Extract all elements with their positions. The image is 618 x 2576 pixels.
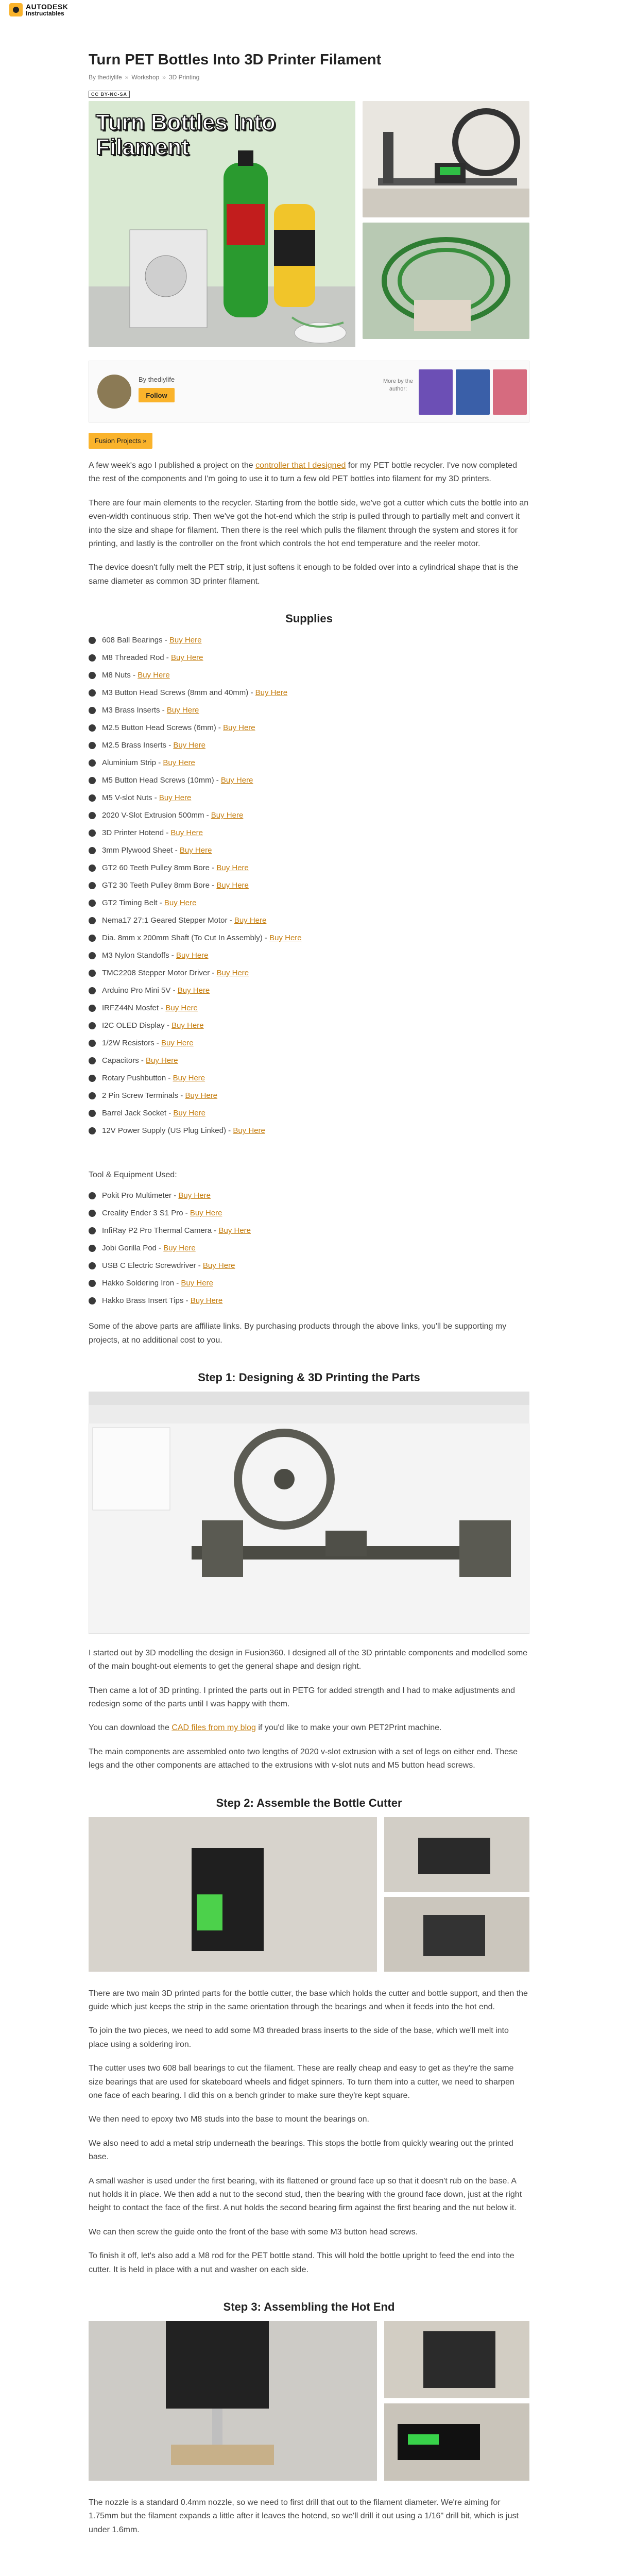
gallery-thumb-2[interactable] [363, 223, 529, 339]
separator: - [164, 1021, 172, 1030]
breadcrumb-sep-2: » [162, 74, 166, 81]
separator: - [156, 1244, 164, 1253]
bullet-icon [89, 1227, 96, 1234]
buy-here-link[interactable]: Buy Here [164, 899, 197, 908]
separator: - [164, 828, 171, 838]
separator: - [174, 1279, 181, 1288]
supplies-item-label: Barrel Jack Socket [102, 1109, 167, 1118]
breadcrumb-3d-printing[interactable]: 3D Printing [168, 74, 200, 81]
supplies-item-label: Rotary Pushbutton [102, 1074, 166, 1083]
more-by-thumb-1[interactable] [419, 369, 453, 415]
supplies-item [89, 877, 529, 894]
step2-paragraph: There are two main 3D printed parts for the bottle cutter, the base which holds the cutter and bottle support, and then the guide which just keeps the strip in the same orientation through the bearings and when it feeds into the hot end. [89, 1989, 528, 2012]
bullet-icon [89, 1075, 96, 1082]
tools-item [89, 1292, 529, 1310]
separator: - [154, 1039, 162, 1048]
bullet-icon [89, 1005, 96, 1012]
supplies-item [89, 684, 529, 702]
separator: - [164, 653, 171, 663]
cutter-photos [89, 1817, 529, 1972]
buy-here-link[interactable]: Buy Here [233, 1126, 265, 1136]
buy-here-link[interactable]: Buy Here [171, 1021, 204, 1030]
bullet-icon [89, 812, 96, 819]
buy-here-link[interactable]: Buy Here [163, 758, 195, 768]
separator: - [227, 916, 234, 925]
buy-here-link[interactable]: Buy Here [185, 1091, 217, 1100]
supplies-item [89, 789, 529, 807]
supplies-item-label: M3 Brass Inserts [102, 706, 160, 715]
buy-here-link[interactable]: Buy Here [173, 1109, 205, 1118]
step2-images [89, 1817, 529, 1977]
tools-item [89, 1205, 529, 1222]
bullet-icon [89, 654, 96, 662]
separator: - [226, 1126, 233, 1136]
tools-item [89, 1222, 529, 1240]
separator: - [196, 1261, 203, 1270]
supplies-item [89, 807, 529, 824]
logo-line1: AUTODESK [26, 3, 68, 11]
image-gallery [89, 101, 529, 353]
separator: - [212, 1226, 219, 1235]
bullet-icon [89, 882, 96, 889]
separator: - [178, 1091, 185, 1100]
supplies-item [89, 667, 529, 684]
tools-item-label: Hakko Brass Insert Tips [102, 1296, 184, 1306]
buy-here-link[interactable]: Buy Here [234, 916, 267, 925]
separator: - [152, 793, 159, 803]
supplies-item-label: Arduino Pro Mini 5V [102, 986, 171, 995]
supplies-item-label: M2.5 Brass Inserts [102, 741, 167, 750]
supplies-item-label: TMC2208 Stepper Motor Driver [102, 969, 210, 978]
tools-item-label: Hakko Soldering Iron [102, 1279, 175, 1288]
step2-paragraph: To finish it off, let's also add a M8 rod for the PET bottle stand. This will hold the bottle upright to feed the end into the cutter. It is held in place with a nut and washer on each side. [89, 2251, 514, 2274]
supplies-item-label: GT2 30 Teeth Pulley 8mm Bore [102, 881, 210, 890]
instructables-logo-icon [9, 3, 23, 16]
hero-image[interactable] [89, 101, 355, 347]
supplies-item [89, 964, 529, 982]
supplies-item-label: 3mm Plywood Sheet [102, 846, 173, 855]
intro-p1-post: for my PET bottle recycler. I've now completed the rest of the components and I'm going to use it to turn a few old PET bottles into filament for my 3D printers. [89, 461, 518, 484]
supplies-item-label: 12V Power Supply (US Plug Linked) [102, 1126, 226, 1136]
tools-item-label: Jobi Gorilla Pod [102, 1244, 157, 1253]
supplies-item [89, 772, 529, 789]
supplies-item-label: 3D Printer Hotend [102, 828, 164, 838]
buy-here-link[interactable]: Buy Here [173, 741, 205, 750]
supplies-item-label: 608 Ball Bearings [102, 636, 163, 645]
tools-item-label: USB C Electric Screwdriver [102, 1261, 196, 1270]
supplies-item-label: M3 Button Head Screws (8mm and 40mm) [102, 688, 249, 698]
supplies-item [89, 929, 529, 947]
supplies-item [89, 824, 529, 842]
bullet-icon [89, 1280, 96, 1287]
bullet-icon [89, 1057, 96, 1064]
separator: - [169, 951, 176, 960]
buy-here-link[interactable]: Buy Here [170, 828, 203, 838]
intro-paragraph-1 [89, 459, 529, 486]
supplies-item [89, 912, 529, 929]
supplies-item [89, 842, 529, 859]
gallery-thumbs [363, 101, 529, 344]
supplies-item [89, 719, 529, 737]
more-by-thumb-2[interactable] [456, 369, 490, 415]
breadcrumb-sep-1: » [125, 74, 129, 81]
step2-paragraph: The cutter uses two 608 ball bearings to cut the filament. These are really cheap and easy to get as they're the same size bearings that are used for skateboard wheels and fidget spinners. To turn them into a cutter, we need to sharpen one face of each bearing. I did this on a bench grinder to make sure they're kept square. [89, 2064, 514, 2100]
supplies-item-label: M2.5 Button Head Screws (6mm) [102, 723, 216, 733]
more-by-author-label: More by the author: [383, 378, 414, 393]
step2-paragraph: We also need to add a metal strip underneath the bearings. This stops the bottle from quickly wearing out the printed base. [89, 2139, 513, 2162]
supplies-item-label: Capacitors [102, 1056, 139, 1065]
buy-here-link[interactable]: Buy Here [216, 863, 249, 873]
supplies-item-label: M8 Threaded Rod [102, 653, 164, 663]
bullet-icon [89, 794, 96, 802]
supplies-item-label: M8 Nuts [102, 671, 131, 680]
bullet-icon [89, 1022, 96, 1029]
bullet-icon [89, 724, 96, 732]
breadcrumb-author[interactable]: By thediylife [89, 74, 122, 81]
buy-here-link[interactable]: Buy Here [179, 846, 212, 855]
bullet-icon [89, 1127, 96, 1134]
supplies-item [89, 1122, 529, 1140]
hero-caption: Turn Bottles Into Filament [96, 110, 276, 160]
separator: - [173, 846, 180, 855]
buy-here-link[interactable]: Buy Here [163, 1244, 196, 1253]
separator: - [262, 934, 270, 943]
bullet-icon [89, 742, 96, 749]
supplies-item [89, 737, 529, 754]
buy-here-link[interactable]: Buy Here [177, 986, 210, 995]
tools-item [89, 1275, 529, 1292]
fusion-projects-button[interactable]: Fusion Projects » [89, 433, 152, 449]
supplies-item [89, 894, 529, 912]
logo-line2: Instructables [26, 10, 64, 17]
separator: - [183, 1296, 191, 1306]
supplies-item [89, 1035, 529, 1052]
supplies-item-label: Nema17 27:1 Geared Stepper Motor [102, 916, 228, 925]
buy-here-link[interactable]: Buy Here [138, 671, 170, 680]
author-byline[interactable]: By thediylife [139, 376, 175, 383]
cad-files-link[interactable]: CAD files from my blog [171, 1723, 256, 1733]
breadcrumb [89, 74, 529, 81]
step1-heading: Step 1: Designing & 3D Printing the Parts [198, 1370, 420, 1384]
supplies-item [89, 1052, 529, 1070]
buy-here-link[interactable]: Buy Here [220, 776, 253, 785]
author-card [89, 361, 529, 422]
supplies-item [89, 632, 529, 649]
intro-p1-pre: A few week's ago I published a project on the [89, 461, 256, 470]
bullet-icon [89, 865, 96, 872]
step1-p3-pre: You can download the [89, 1723, 172, 1733]
step1-cad-image[interactable] [89, 1392, 529, 1636]
buy-here-link[interactable]: Buy Here [159, 793, 192, 803]
tools-heading: Tool & Equipment Used: [89, 1171, 177, 1180]
tools-item-label: Pokit Pro Multimeter [102, 1191, 172, 1200]
buy-here-link[interactable]: Buy Here [169, 636, 202, 645]
separator: - [210, 969, 217, 978]
bullet-icon [89, 707, 96, 714]
buy-here-link[interactable]: Buy Here [165, 1004, 198, 1013]
separator: - [170, 986, 178, 995]
step1-paragraph-3 [89, 1721, 529, 1735]
buy-here-link[interactable]: Buy Here [255, 688, 288, 698]
supplies-item [89, 947, 529, 964]
step1-paragraph-2: Then came a lot of 3D printing. I printed the parts out in PETG for added strength and I had to make adjustments and redesign some of the parts until I was happy with them. [89, 1686, 516, 1709]
bullet-icon [89, 1245, 96, 1252]
bullet-icon [89, 1110, 96, 1117]
supplies-item-label: GT2 Timing Belt [102, 899, 158, 908]
separator: - [183, 1209, 190, 1218]
step3-paragraph-1: The nozzle is a standard 0.4mm nozzle, so we need to first drill that out to the filament diameter. We're aiming for 1.75mm but the filament expands a little after it leaves the hotend, so we'll drill it out using a 1/16" drill bit, which is just under 1.6mm. [89, 2498, 519, 2534]
separator: - [216, 723, 224, 733]
tools-item [89, 1187, 529, 1205]
separator: - [160, 706, 167, 715]
article-title: Turn PET Bottles Into 3D Printer Filament [89, 52, 382, 68]
bullet-icon [89, 987, 96, 994]
tools-item-label: InfiRay P2 Pro Thermal Camera [102, 1226, 212, 1235]
filament-photo [363, 223, 529, 339]
separator: - [130, 671, 138, 680]
top-bar [0, 0, 618, 31]
supplies-item [89, 999, 529, 1017]
supplies-item [89, 1070, 529, 1087]
bullet-icon [89, 847, 96, 854]
buy-here-link[interactable]: Buy Here [178, 1191, 211, 1200]
supplies-item [89, 982, 529, 999]
buy-here-link[interactable]: Buy Here [181, 1279, 213, 1288]
supplies-item [89, 702, 529, 719]
supplies-item-label: 2020 V-Slot Extrusion 500mm [102, 811, 204, 820]
recycler-photo [363, 101, 529, 217]
buy-here-link[interactable]: Buy Here [170, 653, 203, 663]
step2-body [89, 1987, 529, 2277]
controller-link[interactable]: controller that I designed [255, 461, 346, 470]
step2-heading: Step 2: Assemble the Bottle Cutter [216, 1796, 402, 1809]
buy-here-link[interactable]: Buy Here [223, 723, 255, 733]
fusion360-screenshot [89, 1392, 529, 1634]
buy-here-link[interactable]: Buy Here [216, 881, 249, 890]
affiliate-note: Some of the above parts are affiliate links. By purchasing products through the above links, you'll be supporting my projects, at no additional cost to you. [89, 1322, 507, 1345]
step3-images [89, 2321, 529, 2486]
buy-here-link[interactable]: Buy Here [269, 934, 302, 943]
gallery-thumb-1[interactable] [363, 101, 529, 217]
tools-item-label: Creality Ender 3 S1 Pro [102, 1209, 183, 1218]
bullet-icon [89, 829, 96, 837]
separator: - [210, 881, 217, 890]
buy-here-link[interactable]: Buy Here [190, 1209, 222, 1218]
step2-paragraph: To join the two pieces, we need to add some M3 threaded brass inserts to the side of the base, which we'll melt into place using a soldering iron. [89, 2026, 509, 2049]
buy-here-link[interactable]: Buy Here [166, 706, 199, 715]
bullet-icon [89, 900, 96, 907]
follow-button[interactable]: Follow [139, 388, 175, 402]
separator: - [214, 776, 221, 785]
separator: - [166, 1109, 174, 1118]
bullet-icon [89, 1210, 96, 1217]
supplies-item [89, 859, 529, 877]
bullet-icon [89, 759, 96, 767]
buy-here-link[interactable]: Buy Here [218, 1226, 251, 1235]
buy-here-link[interactable]: Buy Here [176, 951, 209, 960]
supplies-item-label: M5 Button Head Screws (10mm) [102, 776, 214, 785]
separator: - [166, 1074, 173, 1083]
separator: - [157, 899, 164, 908]
step2-paragraph: A small washer is used under the first bearing, with its flattened or ground face up so that it doesn't rub on the base. A nut holds it in place. We then add a nut to the second stud, then the bearing with the ground face down, just at the right height to contact the face of the first. A nut holds the second bearing firm against the first bearing and the nut below it. [89, 2176, 522, 2213]
step2-paragraph: We then need to epoxy two M8 studs into the base to mount the bearings on. [89, 2115, 369, 2124]
supplies-item-label: 2 Pin Screw Terminals [102, 1091, 179, 1100]
buy-here-link[interactable]: Buy Here [211, 811, 244, 820]
separator: - [204, 811, 211, 820]
separator: - [166, 741, 174, 750]
bullet-icon [89, 970, 96, 977]
bullet-icon [89, 1040, 96, 1047]
bullet-icon [89, 637, 96, 644]
supplies-item-label: IRFZ44N Mosfet [102, 1004, 159, 1013]
intro-paragraph-3: The device doesn't fully melt the PET strip, it just softens it enough to be folded over into a cylindrical shape that is the same diameter as common 3D printer filament. [89, 563, 519, 586]
separator: - [171, 1191, 179, 1200]
supplies-list [89, 632, 529, 1140]
hotend-photos [89, 2321, 529, 2481]
supplies-item-label: 1/2W Resistors [102, 1039, 154, 1048]
step1-p3-post: if you'd like to make your own PET2Print machine. [255, 1723, 442, 1733]
separator: - [156, 758, 163, 768]
bullet-icon [89, 1092, 96, 1099]
bullet-icon [89, 1262, 96, 1269]
bullet-icon [89, 672, 96, 679]
buy-here-link[interactable]: Buy Here [216, 969, 249, 978]
buy-here-link[interactable]: Buy Here [161, 1039, 194, 1048]
supplies-item-label: Dia. 8mm x 200mm Shaft (To Cut In Assembly) [102, 934, 263, 943]
buy-here-link[interactable]: Buy Here [190, 1296, 223, 1306]
separator: - [162, 636, 169, 645]
separator: - [210, 863, 217, 873]
author-avatar[interactable] [97, 375, 131, 409]
step2-paragraph: We can then screw the guide onto the front of the base with some M3 button head screws. [89, 2227, 418, 2236]
supplies-item [89, 754, 529, 772]
bullet-icon [89, 935, 96, 942]
step1-paragraph-4: The main components are assembled onto two lengths of 2020 v-slot extrusion with a set of legs on either end. These legs and the other components are attached to the extrusions with v-slot nuts and M5 button head screws. [89, 1747, 518, 1770]
supplies-heading: Supplies [285, 612, 333, 625]
supplies-item-label: M5 V-slot Nuts [102, 793, 152, 803]
supplies-item-label: GT2 60 Teeth Pulley 8mm Bore [102, 863, 210, 873]
buy-here-link[interactable]: Buy Here [202, 1261, 235, 1270]
tools-item [89, 1240, 529, 1257]
supplies-item-label: Aluminium Strip [102, 758, 157, 768]
breadcrumb-workshop[interactable]: Workshop [131, 74, 160, 81]
bullet-icon [89, 952, 96, 959]
separator: - [248, 688, 255, 698]
supplies-item [89, 1105, 529, 1122]
separator: - [139, 1056, 146, 1065]
supplies-item-label: I2C OLED Display [102, 1021, 165, 1030]
bullet-icon [89, 1297, 96, 1304]
supplies-item-label: M3 Nylon Standoffs [102, 951, 169, 960]
step1-paragraph-1: I started out by 3D modelling the design in Fusion360. I designed all of the 3D printable components and modelled some of the main bought-out elements to get the general shape and design right. [89, 1648, 528, 1671]
bullet-icon [89, 917, 96, 924]
tools-item [89, 1257, 529, 1275]
intro-paragraph-2: There are four main elements to the recycler. Starting from the bottle side, we've got a cutter which cuts the bottle into an even-width continuous strip. Then we've got the hot-end which the strip is pulled through to partially melt and convert it into the size and shape for filament. Then there is the reel which pulls the filament through the system and stores it for printing, and lastly is the controller on the front which controls the hot end temperature and the reeler motor. [89, 498, 529, 548]
tools-list [89, 1187, 529, 1310]
bullet-icon [89, 777, 96, 784]
bullet-icon [89, 689, 96, 697]
license-badge[interactable]: CC BY-NC-SA [89, 91, 130, 98]
supplies-item [89, 1087, 529, 1105]
bullet-icon [89, 1192, 96, 1199]
site-logo[interactable] [9, 3, 68, 16]
more-by-thumb-3[interactable] [493, 369, 527, 415]
supplies-item [89, 1017, 529, 1035]
step3-heading: Step 3: Assembling the Hot End [223, 2300, 395, 2313]
article [89, 52, 529, 2537]
supplies-item [89, 649, 529, 667]
separator: - [159, 1004, 166, 1013]
buy-here-link[interactable]: Buy Here [146, 1056, 178, 1065]
buy-here-link[interactable]: Buy Here [173, 1074, 205, 1083]
